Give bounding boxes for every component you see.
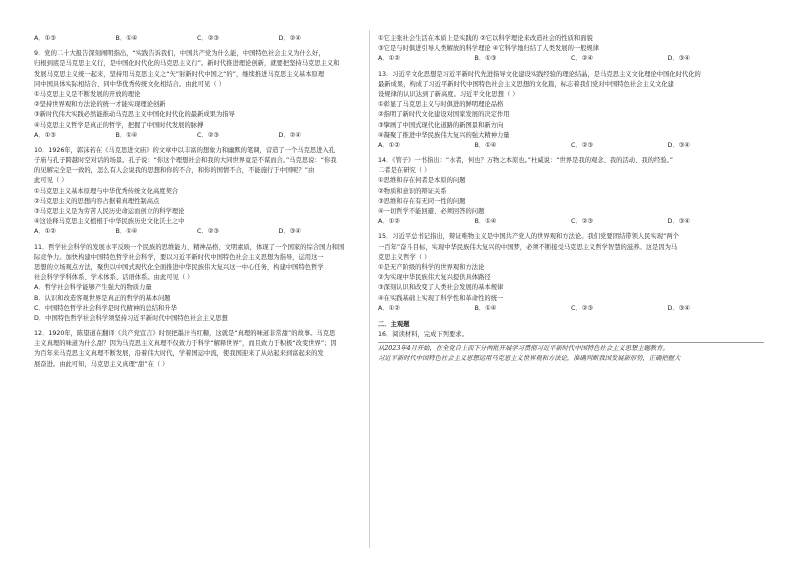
question-text: 一百年”奋斗目标，实现中华民族伟大复兴的中国梦，必须不断接受马克思主义哲学智慧的滋养。这是因为马 [378, 243, 678, 251]
answer-options [34, 34, 360, 44]
question-16-title: 16．阅读材料，完成下列要求。 [378, 331, 468, 339]
question-text: 12．1920年，陈望道在翻译《共产党宣言》时误把墨汁当红糖，这就是“真理的味道非常甜”的故事。马克思 [34, 330, 336, 338]
question-14 [378, 156, 764, 227]
option-a: A．①② [378, 55, 400, 63]
reading-material [378, 342, 764, 364]
option-d: D．③④ [667, 304, 690, 312]
option-b: B．①④ [474, 218, 497, 226]
column-divider [369, 30, 370, 548]
option-c: C．②④ [571, 55, 593, 63]
question-text: 9．党的二十大报告深刻阐明指出，“实践告诉我们，中国共产党为什么能，中国特色社会主义为什么好， [34, 50, 325, 58]
statement-item: ④凝聚了推进中华民族伟大复兴的强大精神力量 [378, 131, 510, 139]
question-text: 二者是在研究（ ） [378, 167, 431, 175]
question-text: 展奋进。由此可知，马克思主义真理“甜”在（ ） [34, 360, 169, 368]
statement-item: ④马克思主义哲学是真正的哲学，把握了中国时代发展的脉搏 [34, 121, 204, 129]
option-b: B．①④ [474, 141, 497, 149]
right-column [378, 34, 764, 365]
answer-options [34, 227, 360, 237]
option-a: A．①② [378, 218, 400, 226]
option-d: D．②④ [278, 35, 301, 42]
question-12 [34, 329, 360, 370]
statement-item: ①彰显了马克思主义与时俱进的鲜明理论品格 [378, 101, 504, 109]
option-b: B．①④ [115, 228, 138, 236]
option-b: B．①④ [115, 35, 138, 42]
option-c: C．②③ [197, 131, 219, 139]
material-text: 从2023年4月开始，在全党自上而下分两批开展学习贯彻习近平新时代中国特色社会主义思想主题教育。 [378, 345, 669, 353]
statement-item: ①是无产阶级的科学的世界观和方法论 [378, 263, 485, 271]
choice-d: D．中国特色哲学社会科学须坚持习近平新时代中国特色社会主义思想 [34, 314, 228, 322]
option-d: D．②④ [278, 131, 301, 139]
statement-item: ④一切哲学不能回避、必须回答的问题 [378, 208, 485, 215]
statement-item: ④这诠释马克思主义植根于中华民族历史文化沃土之中 [34, 218, 185, 226]
question-15 [378, 232, 764, 314]
question-text: 13．习近平文化思想是习近平新时代先进指导文化建设实践经验的理论结晶，是马克思主义文化理论中国化时代化的 [378, 70, 701, 78]
statement-item: ③擘画了中国式现代化道路的新图景和新方向 [378, 121, 504, 129]
left-column [34, 34, 360, 370]
question-text: 发展马克思主义统一起来，坚持用马克思主义之“矢”射新时代中国之“的”，继续推进马克思主义基本原理 [34, 70, 325, 78]
statement-item: ③它是与时俱进引导人类解放的科学理论 ④它科学地归结了人类发展的一般规律 [378, 45, 600, 53]
question-text: 社会科学学科体系、学术体系、话语体系。由此可见（ ） [34, 274, 194, 282]
option-a: A．①② [378, 304, 400, 312]
question-text: 15．习近平总书记指出，辩证唯物主义是中国共产党人的世界观和方法论。我们党要团结带领人民实现“两个 [378, 233, 679, 241]
question-text: 11．哲学社会科学的发展水平反映一个民族的思维能力、精神品格、文明素质，体现了一个国家的综合国力和国 [34, 243, 345, 251]
statement-item: ②坚持世界观和方法论的统一才能实现理论创新 [34, 101, 166, 109]
material-text: 习近平新时代中国特色社会主义思想运用马克思主义世界观和方法论，准确判断我国发展新形势，正确把握大 [378, 355, 681, 363]
question-text: 克思主义哲学（ ） [378, 253, 431, 261]
question-text: 归根到底是马克思主义行，是中国化时代化的马克思主义行”。新时代推进理论创新，就要把坚持马克思主义和 [34, 60, 340, 68]
answer-options [378, 304, 764, 314]
option-c: C．②③ [571, 218, 593, 226]
option-b: B．①④ [474, 304, 497, 312]
statement-item: ②马克思主义的思想内容占据着真理性制高点 [34, 197, 160, 205]
question-text: 14．《管子》一书指出：“水者，何也？万物之本原也。”杜威说：“世界是我的观念、我的活动、我的经验。” [378, 157, 673, 165]
choice-a: A．哲学社会科学能够产生强大的物质力量 [34, 284, 152, 292]
choice-c: C．中国特色哲学社会科学是时代精神的总结和升华 [34, 304, 177, 312]
question-10 [34, 146, 360, 238]
choice-b: B．认识和改造客观世界是真正的哲学的基本问题 [34, 294, 171, 302]
statement-item: ②为实现中华民族伟大复兴提供具体路径 [378, 274, 491, 282]
statement-item: ①马克思主义是不断发展的开放的理论 [34, 90, 141, 98]
statement-item: ①思维和存在何者是本原的问题 [378, 177, 466, 185]
option-d: D．③④ [667, 218, 690, 226]
option-c: C．②③ [197, 35, 219, 42]
question-text: 同中国具体实际相结合、同中华优秀传统文化相结合。由此可见（ ） [34, 80, 225, 88]
option-b: B．①④ [115, 131, 138, 139]
question-text: 最新成果，构成了习近平新时代中国特色社会主义思想的文化篇，标志着我们党对中国特色社会主义文化建 [378, 80, 674, 88]
question-text: 际竞争力。加快构建中国特色哲学社会科学，要以习近平新时代中国特色社会主义思想为指导，运用这一 [34, 253, 324, 261]
answer-options [378, 54, 764, 64]
question-text: 10．1926年，郭沫若在《马克思进文庙》的文章中以丰富的想象力和幽默的笔调，营造了一个马克思进入孔 [34, 146, 336, 154]
statement-item: ②指明了新时代文化建设对国家发展的决定作用 [378, 111, 510, 119]
statement-item: ④在实践基础上实现了科学性和革命性的统一 [378, 294, 504, 302]
option-d: D．③④ [278, 228, 301, 236]
answer-options [34, 131, 360, 141]
answer-options [378, 141, 764, 151]
option-d: D．③④ [667, 141, 690, 149]
question-text: 的见解完全是一致的，怎么有人会说我的思想和你的不合，和你的国情不合，不能施行于中国呢？”由 [34, 167, 315, 175]
option-c: C．②③ [571, 304, 593, 312]
option-c: C．②③ [571, 141, 593, 149]
option-a: A．①② [34, 228, 56, 236]
option-c: C．②③ [197, 228, 219, 236]
option-d: D．③④ [667, 55, 690, 63]
statement-item: ③新时代伟大实践必然能推动马克思主义中国化时代化的最新成果为指导 [34, 111, 235, 119]
option-a: A．①③ [34, 131, 56, 139]
question-text: 为百年来马克思主义真理不断发展，沿着伟大时代，学着国运中流，使我国迎来了从站起来到富起来的发 [34, 350, 324, 358]
statement-item: ③马克思主义是为劳苦人民历史命运而创立的科学理论 [34, 208, 185, 215]
statement-item: ③深刻认识和改变了人类社会发展的基本规律 [378, 284, 504, 292]
question-text: 主义真理的味道为什么甜？因为马克思主义真理不仅致力于科学“解释世界”，而且致力于积极“改变世界”；因 [34, 340, 337, 348]
question-text: 此可见（ ） [34, 177, 68, 185]
question-text: 思想的立场观点方法，聚焦以中国式现代化全面推进中华民族伟大复兴这一中心任务，构建中国特色哲学 [34, 263, 324, 271]
question-11 [34, 243, 360, 325]
answer-options [378, 217, 764, 227]
statement-item: ②物质和意识的辩证关系 [378, 187, 447, 195]
question-13 [378, 70, 764, 152]
question-text: 子庙与孔子跨越时空对话的场景。孔子说：“你这个理想社会和我的大同世界竟是不谋而合。”马克思说：“你我 [34, 157, 337, 165]
statement-item: ③思维和存在有无同一性的问题 [378, 197, 466, 205]
question-text: 设规律的认识达到了新高度。习近平文化思想（ ） [378, 90, 519, 98]
option-a: A．①③ [34, 35, 56, 42]
question-9 [34, 49, 360, 141]
section-title: 二．主观题 [378, 320, 410, 328]
statement-item: ①它主张社会生活在本质上是实践的 ②它以科学理论来改造社会的性质和面貌 [378, 35, 593, 42]
statement-item: ①马克思主义基本原理与中华优秀传统文化高度契合 [34, 187, 179, 195]
option-a: A．①② [378, 141, 400, 149]
option-b: B．①③ [474, 55, 497, 63]
